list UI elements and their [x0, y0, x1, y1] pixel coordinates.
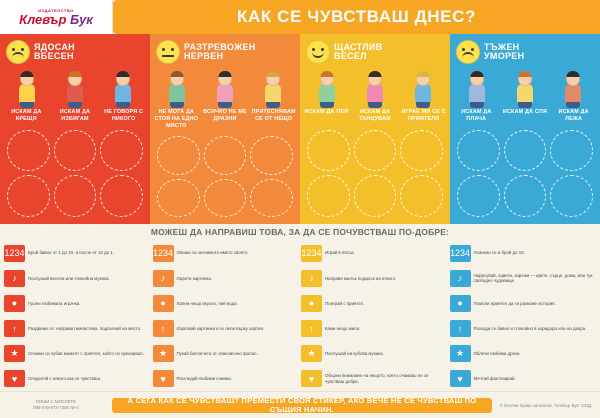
tip-text: Разходи се бавно и спокойно в коридора или на двора. — [473, 325, 587, 331]
tip-text: Пукай балончета от опаковъчно фолио. — [176, 351, 258, 357]
mood-title-secondary: НЕРВЕН — [184, 51, 224, 61]
tips-column-2 — [301, 241, 448, 391]
mood-column-0 — [0, 34, 150, 224]
tip-text: Поиграй с приятел. — [325, 300, 365, 306]
footer-contact — [0, 399, 112, 411]
water-glass-icon: ● — [153, 295, 174, 312]
mood-column-header-0 — [0, 34, 150, 68]
tip-text: Раздвижи се: направи гимнастика, подскачай на място. — [28, 325, 142, 331]
tip-item — [301, 241, 448, 265]
mood-titles — [484, 43, 524, 62]
kid-illustration-0 — [316, 72, 338, 108]
tip-text: Играй в пясък. — [325, 250, 355, 256]
numbers-icon: 1234 — [4, 245, 25, 262]
tip-text: Опиши си значимото името своето. — [176, 250, 249, 256]
tip-text: Кажи нещо мило. — [325, 325, 361, 331]
sticker-grid — [300, 126, 450, 225]
kid-illustrations — [0, 68, 150, 108]
mood-titles — [334, 43, 382, 62]
page-title: КАК СЕ ЧУВСТВАШ ДНЕС? — [113, 0, 600, 34]
logo-word-1: Клевър — [19, 12, 67, 27]
mood-label-1: ИСКАМ ДА ТАНЦУВАМ — [359, 109, 391, 122]
tip-text: Мечтай фантазирай. — [473, 376, 516, 382]
stretch-icon: ↑ — [4, 320, 25, 337]
footer-contact-line1: ПИШИ С МИСЛЕТЕ — [35, 398, 77, 404]
mood-title-secondary: ВЕСЕЛ — [334, 51, 367, 61]
teddy-bear-icon: ● — [4, 295, 25, 312]
sticker-slot[interactable] — [100, 175, 143, 217]
sticker-slot[interactable] — [54, 130, 97, 172]
tip-item — [301, 291, 448, 315]
tips-column-3 — [450, 241, 597, 391]
sticker-slot[interactable] — [307, 175, 350, 217]
tip-text: Хапни нещо вкусно, пий вода. — [176, 300, 238, 306]
mood-label-2: ИГРАЕ МИ СЕ С ПРИЯТЕЛИ — [401, 109, 446, 122]
mood-column-1 — [150, 34, 300, 224]
pajama-icon: ★ — [450, 345, 471, 362]
tip-text: Изрязвай картинки и ги лепи върху хартия. — [176, 325, 265, 331]
tip-text: Направи малък подарък на някого. — [325, 275, 397, 281]
kid-illustration-1 — [64, 72, 86, 108]
header — [0, 0, 600, 34]
tip-item — [450, 317, 597, 341]
mood-title-secondary: ВБЕСЕН — [34, 51, 74, 61]
music-note-icon: ♪ — [4, 270, 25, 287]
mood-column-header-3 — [450, 34, 600, 68]
tips-section — [0, 239, 600, 391]
mood-labels — [450, 108, 600, 126]
sticker-slot[interactable] — [457, 175, 500, 217]
tip-text: Обърни внимание на нещото, което очакваш не се чувстваш добре. — [325, 373, 429, 384]
mood-label-0: ИСКАМ ДА ПЛАЧА — [461, 109, 492, 122]
tip-item — [450, 241, 597, 265]
mood-face-icon — [6, 40, 30, 64]
tip-text: Усмихни се и брой до 10. — [473, 250, 525, 256]
tip-text: Гушни любимата играчка. — [28, 300, 81, 306]
drawing-icon: ♪ — [450, 270, 471, 287]
tips-column-1 — [153, 241, 300, 391]
fantasy-icon: ♥ — [450, 370, 471, 387]
kid-illustration-2 — [412, 72, 434, 108]
mood-title-primary: РАЗТРЕВОЖЕН — [184, 41, 256, 52]
footer-callout: А СЕГА КАК СЕ ЧУВСТВАШ? ПРЕМЕСТИ СВОЯ СТИКЕР, АКО ВЕЧЕ НЕ СЕ ЧУВСТВАШ ПО СЪЩИЯ НАЧИН. — [112, 398, 492, 413]
mood-label-2: НЕ ГОВОРЯ С НИКОГО — [104, 109, 144, 122]
sticker-grid — [150, 132, 300, 224]
counting-icon: 1234 — [450, 245, 471, 262]
feelings-talk-icon: ♥ — [4, 370, 25, 387]
sticker-grid — [0, 126, 150, 225]
tip-text: Послушай на кубова музика. — [325, 351, 384, 357]
mood-face-icon — [156, 40, 180, 64]
tip-text: Спомни си хубав момент с приятел, който си прекарвал. — [28, 351, 144, 357]
tip-text: Оцвети картинка. — [176, 275, 213, 281]
footer-contact-line2: 089 978-673-7386 №-4 — [33, 405, 79, 410]
tip-item — [301, 367, 448, 391]
publisher-logo — [0, 0, 113, 34]
tip-item — [301, 342, 448, 366]
mood-columns — [0, 34, 600, 224]
kid-illustration-1 — [214, 72, 236, 108]
tip-item — [301, 317, 448, 341]
tip-text: Споделяй с някого как се чувстваш. — [28, 376, 102, 382]
sticker-slot[interactable] — [100, 130, 143, 172]
mood-label-1: ВСИЧКО НЕ МЕ ДРАЗНИ — [203, 109, 247, 122]
sticker-slot[interactable] — [204, 136, 247, 174]
kid-illustration-0 — [166, 72, 188, 108]
sticker-slot[interactable] — [550, 130, 593, 172]
kid-illustration-2 — [112, 72, 134, 108]
sticker-slot[interactable] — [250, 136, 293, 174]
logo-word-2: Бук — [70, 12, 93, 27]
mood-title-primary: ЩАСТЛИВ — [334, 41, 383, 52]
bubble-wrap-icon: ★ — [153, 345, 174, 362]
cut-paste-icon: ↑ — [153, 320, 174, 337]
tip-text: Брой бавно от 1 до 10, а после от 10 до 1. — [28, 250, 114, 256]
tip-item — [4, 317, 151, 341]
mood-title-primary: ТЪЖЕН — [484, 41, 520, 52]
sand-icon: 1234 — [301, 245, 322, 262]
bath-icon: ↑ — [450, 320, 471, 337]
tips-banner: МОЖЕШ ДА НАПРАВИШ ТОВА, ЗА ДА СЕ ПОЧУВСТВАШ ПО-ДОБРЕ: — [0, 224, 600, 239]
mood-labels — [150, 108, 300, 132]
sticker-slot[interactable] — [400, 130, 443, 172]
sticker-slot[interactable] — [550, 175, 593, 217]
sticker-slot[interactable] — [504, 175, 547, 217]
tip-item — [4, 266, 151, 290]
sticker-slot[interactable] — [457, 130, 500, 172]
logo-wordmark — [19, 13, 93, 26]
mood-column-header-2 — [300, 34, 450, 68]
kid-illustration-1 — [364, 72, 386, 108]
music-cube-icon: ★ — [301, 345, 322, 362]
coloring-icon: ♪ — [153, 270, 174, 287]
kid-illustrations — [450, 68, 600, 108]
mood-label-0: ИСКАМ ДА КРЕЩЯ — [11, 109, 42, 122]
kid-illustrations — [150, 68, 300, 108]
sticker-slot[interactable] — [54, 175, 97, 217]
kid-illustrations — [300, 68, 450, 108]
tip-item — [4, 367, 151, 391]
sticker-slot[interactable] — [157, 136, 200, 174]
sticker-slot[interactable] — [7, 175, 50, 217]
wish-icon: ↑ — [301, 320, 322, 337]
tip-item — [153, 291, 300, 315]
tips-column-0 — [4, 241, 151, 391]
mood-face-icon — [306, 40, 330, 64]
tip-text: Послушай весела или спокойна музика. — [28, 275, 110, 281]
sticker-slot[interactable] — [204, 179, 247, 217]
sticker-grid — [450, 126, 600, 225]
tip-text: Разгледай любими снимки. — [176, 376, 232, 382]
mood-face-icon — [456, 40, 480, 64]
tip-item — [4, 342, 151, 366]
sticker-slot[interactable] — [157, 179, 200, 217]
mood-column-2 — [300, 34, 450, 224]
sticker-slot[interactable] — [504, 130, 547, 172]
kid-illustration-2 — [562, 72, 584, 108]
mood-label-2: ПРИТЕСНЯВАМ СЕ ОТ НЕЩО — [251, 109, 296, 122]
sticker-slot[interactable] — [400, 175, 443, 217]
sticker-slot[interactable] — [7, 130, 50, 172]
tip-item — [153, 266, 300, 290]
attention-icon: ♥ — [301, 370, 322, 387]
tip-item — [450, 291, 597, 315]
sticker-slot[interactable] — [250, 179, 293, 217]
mood-labels — [300, 108, 450, 126]
logo-subtitle: ИЗДАТЕЛСТВО — [38, 8, 74, 13]
tip-item — [450, 342, 597, 366]
footer — [0, 391, 600, 418]
kid-illustration-2 — [262, 72, 284, 108]
sticker-slot[interactable] — [354, 130, 397, 172]
kid-illustration-0 — [466, 72, 488, 108]
mood-column-3 — [450, 34, 600, 224]
tip-item — [450, 266, 597, 290]
tip-text: Помоли приятел да ти разкаже история. — [473, 300, 556, 306]
pencil-icon: 1234 — [153, 245, 174, 262]
tip-item — [153, 342, 300, 366]
footer-copyright: © Всички права запазени, "Клевър Бук" ООД. — [499, 402, 593, 408]
tip-text: Облечи любима дреха. — [473, 351, 521, 357]
mood-titles — [34, 43, 75, 62]
mood-title-secondary: УМОРЕН — [484, 51, 525, 61]
sticker-slot[interactable] — [307, 130, 350, 172]
tip-item — [450, 367, 597, 391]
picture-frame-icon: ♥ — [153, 370, 174, 387]
friend-icon: ● — [301, 295, 322, 312]
kid-illustration-0 — [16, 72, 38, 108]
tip-item — [153, 241, 300, 265]
kid-illustration-1 — [514, 72, 536, 108]
mood-label-0: НЕ МОГА ДА СТОЯ НА ЕДНО МЯСТО — [154, 109, 199, 129]
mood-column-header-1 — [150, 34, 300, 68]
tip-item — [153, 367, 300, 391]
tip-item — [4, 241, 151, 265]
tip-item — [4, 291, 151, 315]
gift-icon: ♪ — [301, 270, 322, 287]
mood-label-2: ИСКАМ ДА ЛЕЖА — [558, 109, 589, 122]
tip-text: Нарисувай, оцвети, изрежи — цвете, сърце, дома, или тук свободно чудовище. — [473, 272, 593, 284]
mood-labels — [0, 108, 150, 126]
mood-label-1: ИСКАМ ДА ИЗБЯГАМ — [59, 109, 91, 122]
happy-memory-icon: ★ — [4, 345, 25, 362]
book-icon: ● — [450, 295, 471, 312]
mood-titles — [184, 43, 256, 62]
tip-item — [153, 317, 300, 341]
mood-label-0: ИСКАМ ДА ПЕЯ — [304, 109, 349, 115]
sticker-slot[interactable] — [354, 175, 397, 217]
mood-title-primary: ЯДОСАН — [34, 41, 75, 52]
tip-item — [301, 266, 448, 290]
mood-label-1: ИСКАМ ДА СПЯ — [502, 109, 548, 115]
